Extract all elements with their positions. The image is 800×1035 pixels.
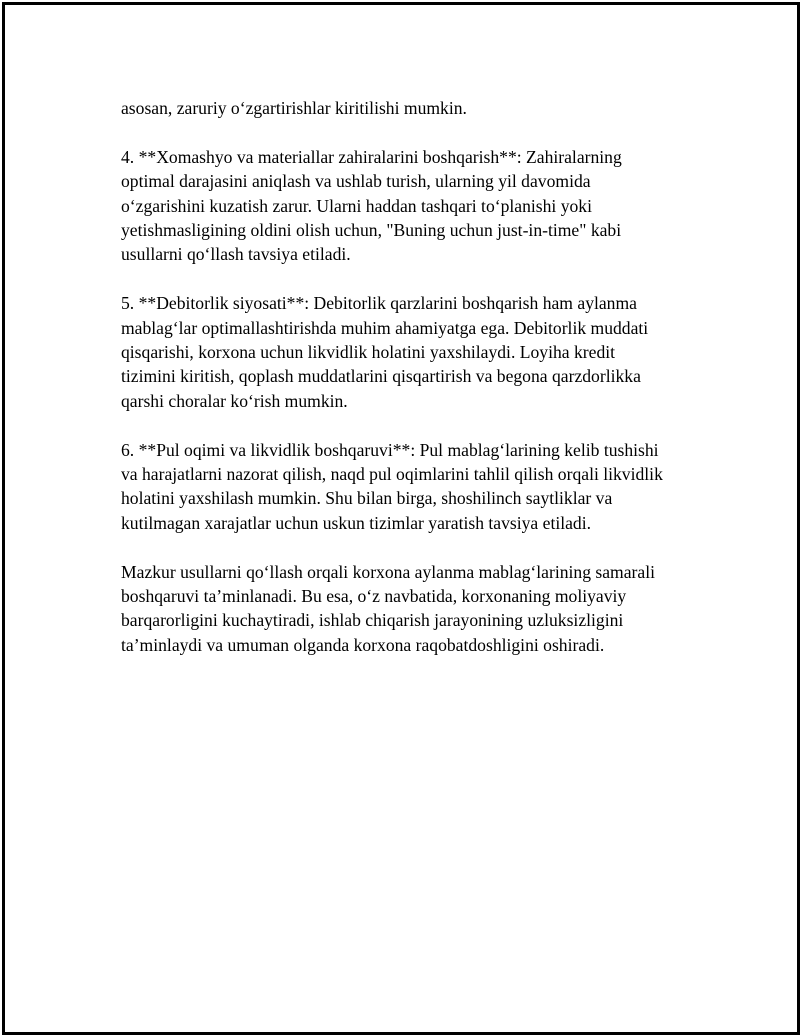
document-page (2, 2, 800, 1035)
paragraph-conclusion: Mazkur usullarni qo‘llash orqali korxona aylanma mablag‘larining samarali boshqaruvi ta’minlanadi. Bu esa, o‘z navbatida, korxonaning moliyaviy barqarorligini kuchaytiradi, ishlab chiqarish jarayonining uzluksizligini ta’minlaydi va umuman olganda korxona raqobatdoshligini oshiradi. (121, 561, 655, 655)
paragraph-cash-flow-liquidity: 6. **Pul oqimi va likvidlik boshqaruvi**: Pul mablag‘larining kelib tushishi va harajatlarni nazorat qilish, naqd pul oqimlarini tahlil qilish orqali likvidlik holatini yaxshilash mumkin. Shu bilan birga, shoshilinch saytliklar va kutilmagan xarajatlar uchun uskun tizimlar yaratish tavsiya etiladi. (121, 439, 663, 533)
paragraph-continuation: asosan, zaruriy o‘zgartirishlar kiritilishi mumkin. (121, 98, 467, 118)
document-body (121, 96, 696, 682)
paragraph-raw-materials-inventory: 4. **Xomashyo va materiallar zahiralarini boshqarish**: Zahiralarning optimal darajasini aniqlash va ushlab turish, ularning yil davomida o‘zgarishini kuzatish zarur. Ularni haddan tashqari to‘planishi yoki yetishmasligining oldini olish uchun, "Buning uchun just-in-time" kabi usullarni qo‘llash tavsiya etiladi. (121, 146, 622, 265)
paragraph-receivables-policy: 5. **Debitorlik siyosati**: Debitorlik qarzlarini boshqarish ham aylanma mablag‘lar optimallashtirishda muhim ahamiyatga ega. Debitorlik muddati qisqarishi, korxona uchun likvidlik holatini yaxshilaydi. Loyiha kredit tizimini kiritish, qoplash muddatlarini qisqartirish va begona qarzdorlikka qarshi choralar ko‘rish mumkin. (121, 293, 649, 411)
